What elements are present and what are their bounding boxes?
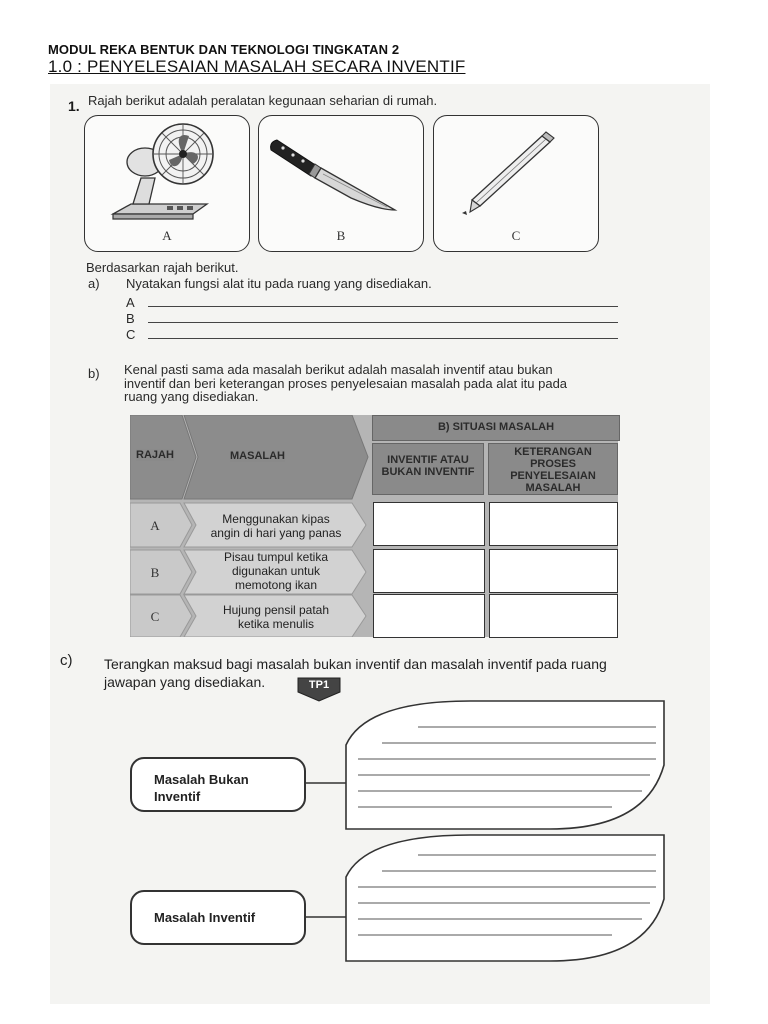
part-a-text: Nyatakan fungsi alat itu pada ruang yang disediakan. — [126, 276, 432, 291]
box-masalah-bukan-inventif — [130, 757, 306, 812]
row-b-inventif-cell[interactable] — [373, 549, 485, 593]
part-b-text-3: ruang yang disediakan. — [124, 389, 259, 404]
image-box-a — [84, 115, 250, 252]
row-a-masalah-line2: angin di hari yang panas — [210, 526, 342, 540]
based-on-text: Berdasarkan rajah berikut. — [86, 260, 239, 275]
line-label-c: C — [126, 327, 136, 342]
part-b-text-1: Kenal pasti sama ada masalah berikut adalah masalah inventif atau bukan — [124, 362, 553, 377]
row-b-masalah — [196, 550, 356, 592]
part-c-marker: c) — [60, 652, 73, 669]
col-header-inventif — [372, 443, 484, 495]
row-b-keterangan-cell[interactable] — [489, 549, 618, 593]
col-header-keterangan-line4: MASALAH — [525, 482, 581, 494]
part-a-marker: a) — [88, 276, 100, 291]
col-header-keterangan — [488, 443, 618, 495]
question-intro: Rajah berikut adalah peralatan kegunaan seharian di rumah. — [88, 93, 438, 108]
row-a-masalah-line1: Menggunakan kipas — [222, 512, 330, 526]
col-header-rajah: RAJAH — [136, 449, 174, 461]
row-b-rajah: B — [150, 565, 160, 580]
row-a-keterangan-cell[interactable] — [489, 502, 618, 546]
tp1-badge: TP1 — [308, 679, 330, 691]
part-b-text-2: inventif dan beri keterangan proses penyelesaian masalah pada alat itu pada — [124, 376, 568, 391]
image-label-b: B — [336, 228, 346, 243]
row-c-masalah — [196, 603, 356, 631]
col-header-inventif-line2: BUKAN INVENTIF — [381, 466, 475, 478]
row-a-inventif-cell[interactable] — [373, 502, 485, 546]
chapter-title: 1.0 : PENYELESAIAN MASALAH SECARA INVENTIF — [48, 57, 466, 76]
answer-line-b[interactable] — [148, 322, 618, 323]
answer-leaf-shapes — [300, 695, 670, 965]
knife-icon — [259, 118, 423, 228]
row-b-masalah-line2: digunakan untuk — [231, 564, 321, 578]
col-header-inventif-line1: INVENTIF ATAU — [387, 454, 469, 466]
answer-line-c[interactable] — [148, 338, 618, 339]
pencil-icon — [434, 118, 598, 228]
part-b-marker: b) — [88, 366, 100, 381]
image-box-c — [433, 115, 599, 252]
row-b-masalah-line3: memotong ikan — [234, 578, 318, 592]
group-header-situasi: B) SITUASI MASALAH — [372, 415, 620, 441]
answer-line-a[interactable] — [148, 306, 618, 307]
part-c-text-2: jawapan yang disediakan. — [104, 674, 266, 690]
row-c-masalah-line1: Hujung pensil patah — [222, 603, 330, 617]
row-c-inventif-cell[interactable] — [373, 594, 485, 638]
box-masalah-inventif: Masalah Inventif — [130, 890, 306, 945]
row-c-masalah-line2: ketika menulis — [237, 617, 315, 631]
image-label-c: C — [511, 228, 521, 243]
question-number: 1. — [68, 98, 80, 114]
col-header-keterangan-line2: PROSES — [530, 458, 576, 470]
col-header-masalah: MASALAH — [230, 450, 285, 462]
row-c-keterangan-cell[interactable] — [489, 594, 618, 638]
line-label-b: B — [126, 311, 135, 326]
box1-line1: Masalah Bukan — [154, 772, 249, 787]
box1-line2: Inventif — [154, 789, 201, 804]
row-a-masalah — [196, 512, 356, 540]
row-c-rajah: C — [150, 609, 160, 624]
fan-icon — [85, 118, 249, 228]
part-c-text-1: Terangkan maksud bagi masalah bukan inventif dan masalah inventif pada ruang — [104, 656, 607, 672]
image-box-b — [258, 115, 424, 252]
row-b-masalah-line1: Pisau tumpul ketika — [223, 550, 329, 564]
row-a-rajah: A — [150, 518, 160, 533]
line-label-a: A — [126, 295, 135, 310]
image-label-a: A — [162, 228, 172, 243]
col-header-keterangan-line1: KETERANGAN — [514, 446, 592, 458]
col-header-keterangan-line3: PENYELESAIAN — [510, 470, 596, 482]
module-title: MODUL REKA BENTUK DAN TEKNOLOGI TINGKATAN 2 — [48, 42, 400, 57]
